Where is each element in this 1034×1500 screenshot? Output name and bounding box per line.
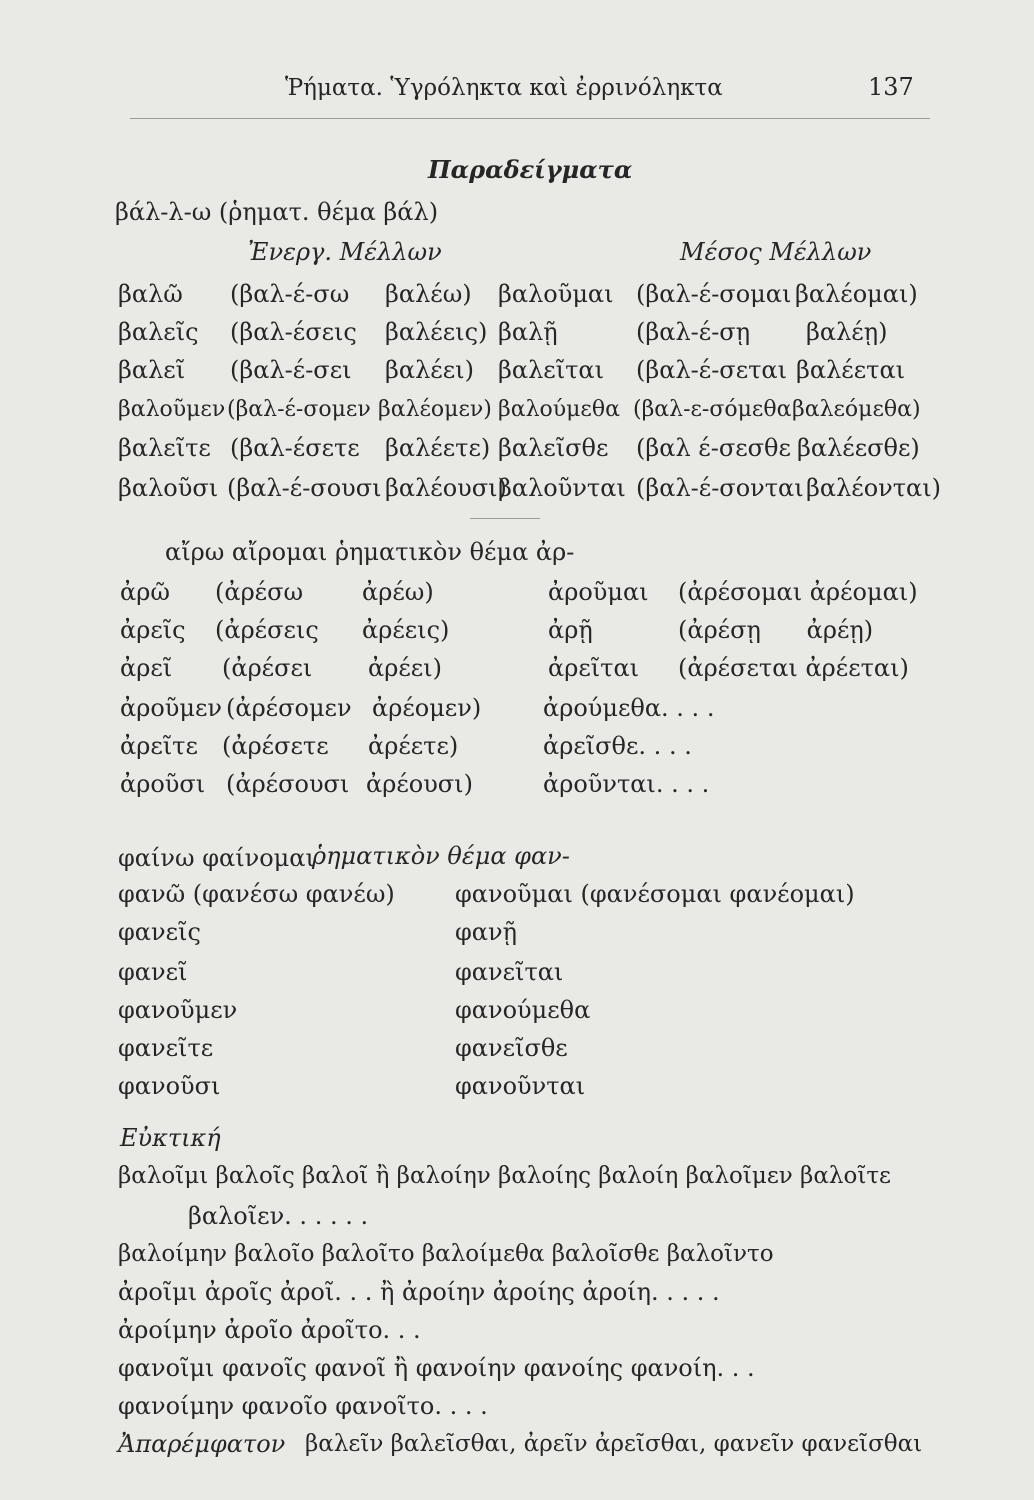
table-cell: φανοῦσι bbox=[118, 1072, 221, 1100]
theme-line-2: αἴρω αἴρομαι ῥηματικὸν θέμα ἀρ- bbox=[165, 538, 575, 566]
table-cell: βαλέομεν) bbox=[378, 397, 492, 422]
table-cell: ἀρεῖς bbox=[120, 616, 186, 644]
table-cell: ἀρέει) bbox=[368, 654, 442, 682]
table-cell: (ἀρέσει bbox=[222, 654, 313, 682]
theme-line-3-stem: ῥηματικὸν θέμα φαν- bbox=[312, 842, 570, 870]
table-cell: ἀρέεις) bbox=[362, 616, 450, 644]
table-cell: βαλέεσθε) bbox=[797, 434, 920, 462]
table-cell: φανεῖσθε bbox=[455, 1034, 568, 1062]
optative-line: βαλοίμην βαλοῖο βαλοῖτο βαλοίμεθα βαλοῖσθε βαλοῖντο bbox=[118, 1241, 774, 1267]
table-cell: ἀρούμεθα. . . . bbox=[543, 694, 715, 722]
table-cell: βαλεῖ bbox=[118, 356, 186, 384]
active-future-label: Ἐνεργ. Μέλλων bbox=[248, 238, 442, 266]
table-cell: ἀροῦσι bbox=[120, 770, 206, 798]
infinitive-forms: βαλεῖν βαλεῖσθαι, ἀρεῖν ἀρεῖσθαι, φανεῖν φανεῖσθαι bbox=[305, 1431, 923, 1457]
optative-line: βαλοῖεν. . . . . . bbox=[188, 1202, 369, 1230]
running-title: Ῥήματα. Ὑγρόληκτα καὶ ἐρρινόληκτα bbox=[285, 75, 723, 101]
table-cell: (βαλ-ε-σόμεθα bbox=[633, 397, 792, 422]
table-cell: (ἀρέσω bbox=[215, 578, 304, 606]
table-cell: (βαλ-έ-σεται bbox=[636, 356, 788, 384]
table-cell: φανῶ (φανέσω φανέω) bbox=[118, 880, 395, 908]
table-cell: βαλέῃ) bbox=[806, 318, 888, 346]
header-rule bbox=[130, 118, 930, 119]
table-cell: βαλῶ bbox=[118, 280, 183, 308]
table-cell: φανεῖται bbox=[455, 958, 564, 986]
table-cell: βαλοῦμαι bbox=[498, 280, 614, 308]
table-cell: βαλεόμεθα) bbox=[792, 397, 921, 422]
table-cell: ἀρῶ bbox=[120, 578, 170, 606]
table-cell: βαλοῦνται bbox=[498, 474, 626, 502]
table-cell: βαλῇ bbox=[498, 318, 558, 346]
middle-future-label: Μέσος Μέλλων bbox=[680, 238, 872, 266]
table-cell: φανεῖ bbox=[118, 958, 188, 986]
table-cell: (βαλ-έ-σομεν bbox=[227, 397, 371, 422]
table-cell: βαλοῦσι bbox=[118, 474, 219, 502]
table-cell: (βαλ-έ-σῃ bbox=[636, 318, 751, 346]
table-cell: ἀροῦνται. . . . bbox=[543, 770, 710, 798]
table-cell: (ἀρέσεις bbox=[215, 616, 319, 644]
table-cell: βαλέουσι) bbox=[385, 474, 507, 502]
theme-line-1: βάλ-λ-ω (ῥηματ. θέμα βάλ) bbox=[115, 198, 439, 226]
optative-line: ἀροίμην ἀροῖο ἀροῖτο. . . bbox=[118, 1316, 421, 1344]
table-cell: φανοῦμαι (φανέσομαι φανέομαι) bbox=[455, 880, 855, 908]
table-cell: βαλεῖται bbox=[498, 356, 605, 384]
page-number: 137 bbox=[868, 73, 914, 101]
table-cell: (βαλ-έ-σω bbox=[230, 280, 350, 308]
table-cell: βαλεῖς bbox=[118, 318, 199, 346]
table-cell: (ἀρέσομεν bbox=[226, 694, 352, 722]
table-cell: ἀρεῖσθε. . . . bbox=[543, 732, 692, 760]
table-cell: βαλέονται) bbox=[806, 474, 942, 502]
optative-line: ἀροῖμι ἀροῖς ἀροῖ. . . ἢ ἀροίην ἀροίης ἀροίη. . . . . bbox=[118, 1278, 720, 1306]
table-cell: βαλούμεθα bbox=[498, 397, 620, 422]
table-cell: ἀρεῖτε bbox=[120, 732, 198, 760]
table-cell: βαλέετε) bbox=[385, 434, 491, 462]
table-cell: βαλοῦμεν bbox=[118, 397, 226, 422]
table-cell: βαλέω) bbox=[385, 280, 472, 308]
optative-line: φανοίμην φανοῖο φανοῖτο. . . . bbox=[118, 1392, 488, 1420]
table-cell: (βαλ-έ-σομαι bbox=[636, 280, 792, 308]
table-cell: (ἀρέσομαι ἀρέομαι) bbox=[678, 578, 918, 606]
table-cell: φανεῖτε bbox=[118, 1034, 214, 1062]
theme-line-3-verbs: φαίνω φαίνομαι bbox=[118, 844, 315, 872]
table-cell: βαλεῖσθε bbox=[498, 434, 609, 462]
table-cell: (ἀρέσεται ἀρέεται) bbox=[678, 654, 909, 682]
table-cell: φανεῖς bbox=[118, 918, 201, 946]
optative-label: Εὐκτική bbox=[120, 1124, 221, 1152]
section-title: Παραδείγματα bbox=[428, 155, 633, 184]
table-cell: ἀρεῖ bbox=[120, 654, 173, 682]
table-cell: (βαλ-έσετε bbox=[230, 434, 360, 462]
table-cell: ἀροῦμαι bbox=[548, 578, 649, 606]
table-cell: φανούμεθα bbox=[455, 996, 591, 1024]
table-cell: ἀρέομεν) bbox=[372, 694, 482, 722]
table-cell: ἀροῦμεν bbox=[120, 694, 222, 722]
infinitive-label: Ἀπαρέμφατον bbox=[118, 1430, 286, 1458]
table-cell: βαλέεται bbox=[796, 356, 906, 384]
table-cell: (βαλ-έ-σονται bbox=[636, 474, 804, 502]
table-cell: βαλέομαι) bbox=[795, 280, 918, 308]
optative-line: φανοῖμι φανοῖς φανοῖ ἢ φανοίην φανοίης φανοίη. . . bbox=[118, 1354, 755, 1382]
table-cell: ἀρέω) bbox=[362, 578, 434, 606]
optative-line: βαλοῖμι βαλοῖς βαλοῖ ἢ βαλοίην βαλοίης βαλοίη βαλοῖμεν βαλοῖτε bbox=[118, 1163, 891, 1189]
table-cell: (ἀρέσετε bbox=[222, 732, 329, 760]
table-cell: βαλεῖτε bbox=[118, 434, 211, 462]
table-cell: (βαλ-έ-σει bbox=[230, 356, 352, 384]
section-divider bbox=[470, 518, 540, 519]
table-cell: (ἀρέσῃ ἀρέῃ) bbox=[678, 616, 874, 644]
table-cell: (βαλ έ-σεσθε bbox=[636, 434, 791, 462]
table-cell: ἀρῇ bbox=[548, 616, 593, 644]
table-cell: φανοῦμεν bbox=[118, 996, 238, 1024]
table-cell: βαλέεις) bbox=[385, 318, 488, 346]
table-cell: (βαλ-έ-σουσι bbox=[227, 474, 382, 502]
table-cell: (βαλ-έσεις bbox=[230, 318, 357, 346]
table-cell: βαλέει) bbox=[385, 356, 474, 384]
table-cell: (ἀρέσουσι bbox=[226, 770, 350, 798]
table-cell: φανῇ bbox=[455, 918, 517, 946]
table-cell: ἀρεῖται bbox=[548, 654, 640, 682]
table-cell: ἀρέουσι) bbox=[366, 770, 473, 798]
table-cell: φανοῦνται bbox=[455, 1072, 586, 1100]
table-cell: ἀρέετε) bbox=[368, 732, 459, 760]
